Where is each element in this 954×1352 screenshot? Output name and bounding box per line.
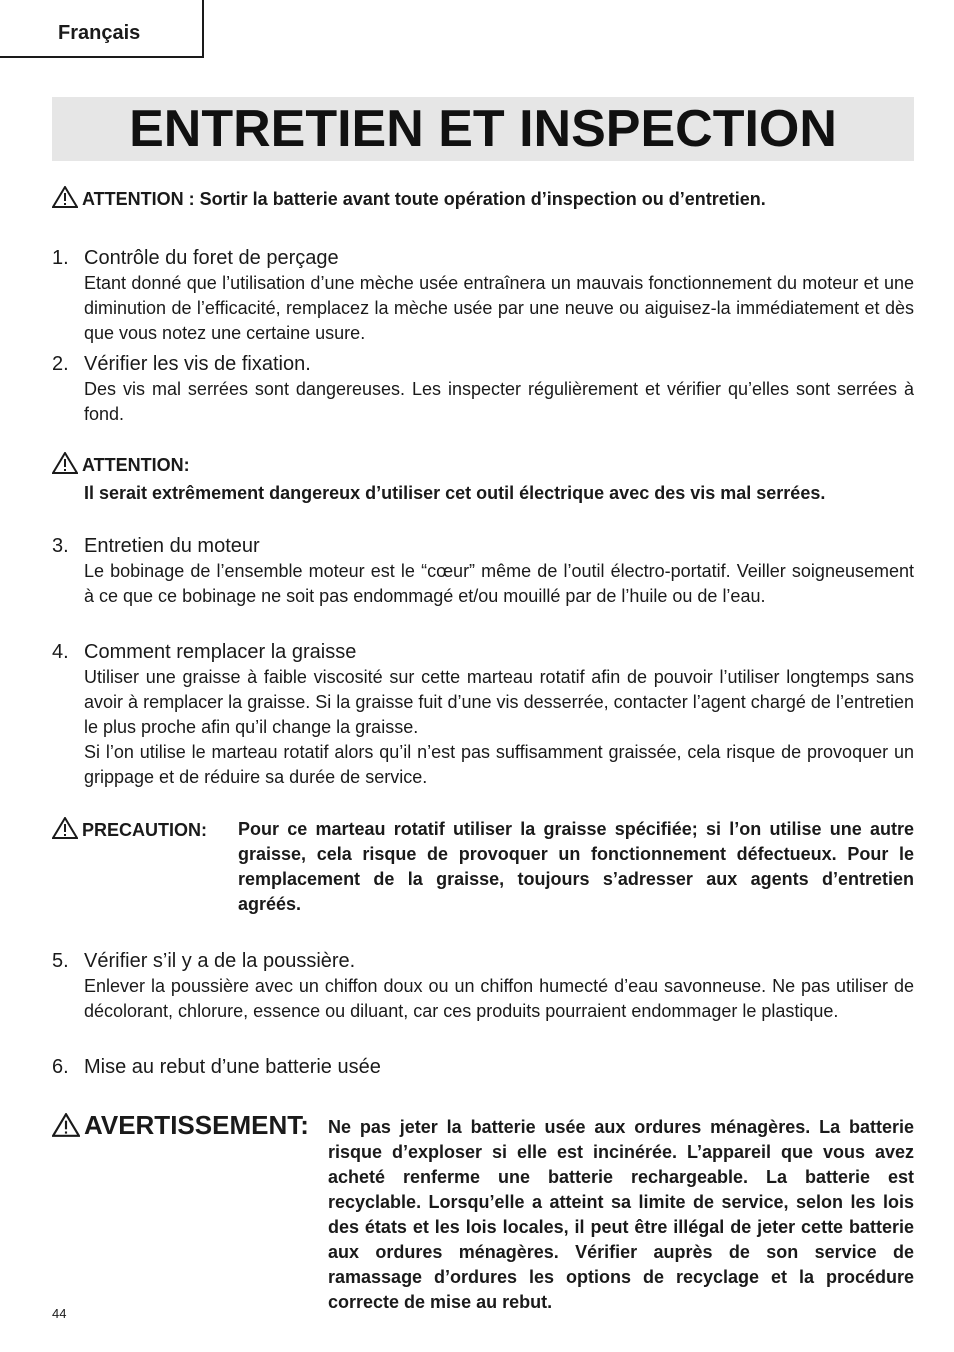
caution-text: Il serait extrêmement dangereux d’utiliser cet outil électrique avec des vis mal serrées. — [84, 483, 826, 503]
item-body: Utiliser une graisse à faible viscosité sur cette marteau rotatif afin de pouvoir l’utiliser longtemps sans avoir à remplacer la graisse. Si la graisse fuit d’une vis desserrée, contacter l’agent chargé de l’entretien le plus proche afin qu’il change la graisse. — [84, 667, 914, 737]
item-body: Enlever la poussière avec un chiffon doux ou un chiffon humecté d’eau savonneuse. Ne pas utiliser de décolorant, chlorure, essence ou diluant, car ces produits pourraient endommager le plastique. — [84, 976, 914, 1021]
warning-text: Ne pas jeter la batterie usée aux ordures ménagères. La batterie risque d’exploser si elle est incinérée. L’appareil que vous avez acheté renferme une batterie rechargeable. La batterie est recyclable. Lorsqu’elle a atteint sa limite de service, selon les lois des états et les lois locales, il peut être illégal de jeter cette batterie aux ordures ménagères. Vérifier auprès de son service de ramassage d’ordures les options de recyclage et la procédure correcte de mise au rebut. — [328, 1117, 914, 1312]
precaution-text: Pour ce marteau rotatif utiliser la graisse spécifiée; si l’on utilise une autre graisse, cela risque de provoquer un fonctionnement défectueux. Pour le remplacement de la graisse, toujours s’adresser aux agents d’entretien agréés. — [238, 819, 914, 914]
item-body: Des vis mal serrées sont dangereuses. Les inspecter régulièrement et vérifier qu’elles sont serrées à fond. — [84, 379, 914, 424]
list-item — [52, 948, 914, 1024]
language-label: Français — [58, 22, 141, 44]
list-item — [52, 639, 914, 790]
item-number: 4. — [52, 641, 69, 663]
item-number: 5. — [52, 950, 69, 972]
item-title: Vérifier les vis de fixation. — [84, 353, 311, 375]
caution-label: ATTENTION : — [82, 189, 195, 209]
item-body: Le bobinage de l’ensemble moteur est le “cœur” même de l’outil électro-portatif. Veiller soigneusement à ce que ce bobinage ne soit pas endommagé et/ou mouillé par de l’huile ou de l’eau. — [84, 561, 914, 606]
caution-screws — [52, 452, 914, 504]
warning-triangle-icon — [52, 1113, 80, 1144]
item-number: 3. — [52, 535, 69, 557]
item-title: Contrôle du foret de perçage — [84, 247, 339, 269]
caution-text: Sortir la batterie avant toute opération d’inspection ou d’entretien. — [199, 189, 766, 209]
warning-triangle-icon — [52, 817, 78, 844]
item-number: 2. — [52, 353, 69, 375]
item-number: 6. — [52, 1056, 69, 1078]
item-title: Entretien du moteur — [84, 535, 260, 557]
item-number: 1. — [52, 247, 69, 269]
page-number: 44 — [52, 1306, 67, 1321]
warning-label: AVERTISSEMENT: — [84, 1110, 309, 1140]
caution-label: ATTENTION: — [82, 455, 190, 475]
precaution-label: PRECAUTION: — [82, 820, 207, 840]
item-body: Etant donné que l’utilisation d’une mèche usée entraînera un mauvais fonctionnement du moteur et une diminution de l’efficacité, remplacez la mèche usée par une neuve ou aiguisez-la immédiatement et dès que vous notez une certaine usure. — [84, 273, 914, 343]
caution-battery — [52, 186, 914, 213]
list-item — [52, 1054, 914, 1080]
section-title-bar — [52, 97, 914, 161]
item-body-second: Si l’on utilise le marteau rotatif alors qu’il n’est pas suffisamment graissée, cela risque de provoquer un grippage et de réduire sa durée de service. — [84, 742, 914, 787]
item-title: Vérifier s’il y a de la poussière. — [84, 950, 356, 972]
item-title: Comment remplacer la graisse — [84, 641, 357, 663]
warning-triangle-icon — [52, 452, 78, 479]
list-item — [52, 351, 914, 427]
page-title: ENTRETIEN ET INSPECTION — [129, 100, 837, 158]
language-tab — [0, 0, 204, 58]
item-title: Mise au rebut d’une batterie usée — [84, 1056, 381, 1078]
warning-triangle-icon — [52, 186, 78, 213]
list-item — [52, 245, 914, 346]
list-item — [52, 533, 914, 609]
